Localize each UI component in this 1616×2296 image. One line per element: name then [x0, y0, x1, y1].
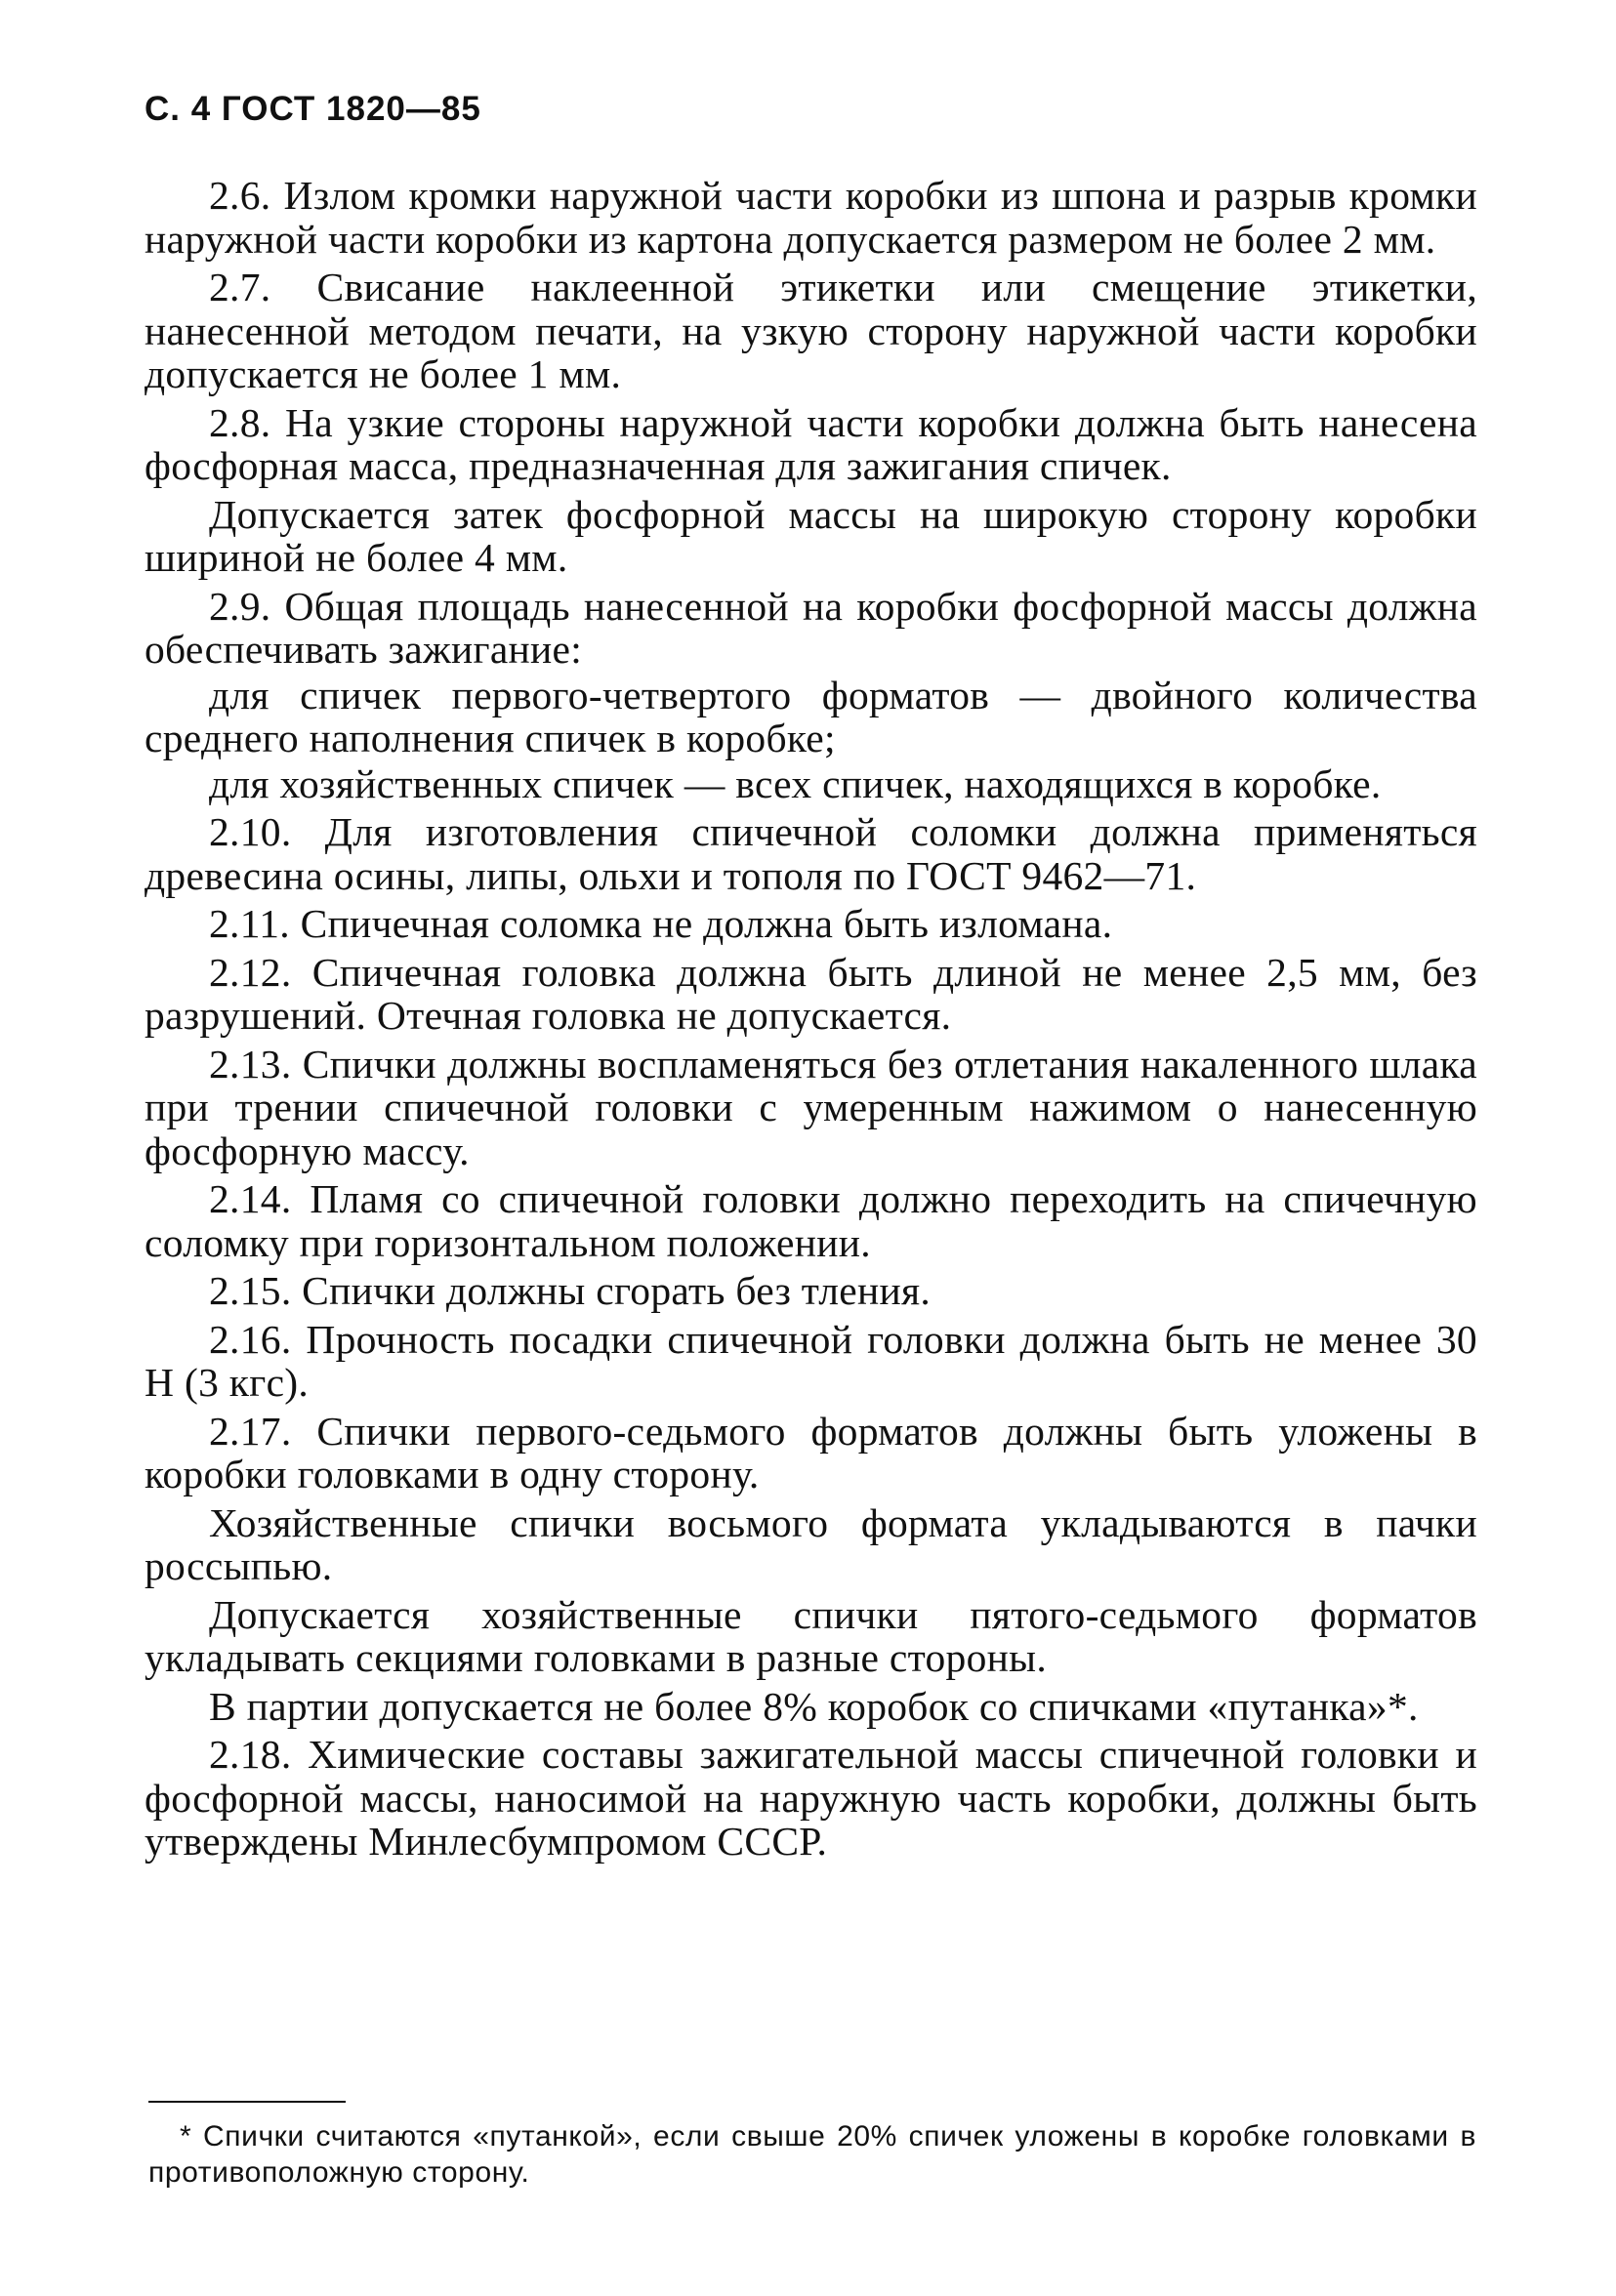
paragraph-2-18: 2.18. Химические составы зажигательной массы спичечной головки и фосфорной массы, наносимой на наружную часть коробки, должны быть утверждены Минлесбумпромом СССР.: [145, 1732, 1477, 1864]
paragraph-2-10: 2.10. Для изготовления спичечной соломки должна применяться древесина осины, липы, ольхи и тополя по ГОСТ 9462—71.: [145, 809, 1477, 898]
footnote: * Спички считаются «путанкой», если свыше 20% спичек уложены в коробке головками в противоположную сторону.: [148, 2120, 1476, 2189]
paragraph-2-8-note: Допускается затек фосфорной массы на широкую сторону коробки шириной не более 4 мм.: [145, 491, 1477, 580]
paragraph-2-11: 2.11. Спичечная соломка не должна быть изломана.: [209, 901, 1113, 946]
paragraph-2-17-note-2: Допускается хозяйственные спички пятого-седьмого форматов укладывать секциями головками в разные стороны.: [145, 1591, 1477, 1680]
paragraph-2-15: 2.15. Спички должны сгорать без тления.: [209, 1268, 932, 1313]
paragraph-2-16: 2.16. Прочность посадки спичечной головки должна быть не менее 30 Н (3 кгс).: [145, 1316, 1477, 1405]
paragraph-2-9: 2.9. Общая площадь нанесенной на коробки фосфорной массы должна обеспечивать зажигание:: [145, 583, 1477, 672]
paragraph-2-14: 2.14. Пламя со спичечной головки должно переходить на спичечную соломку при горизонтальном положении.: [145, 1176, 1477, 1265]
paragraph-2-6: 2.6. Излом кромки наружной части коробки из шпона и разрыв кромки наружной части коробки из картона допускается размером не более 2 мм.: [145, 173, 1477, 262]
paragraph-2-7: 2.7. Свисание наклеенной этикетки или смещение этикетки, нанесенной методом печати, на узкую сторону наружной части коробки допускается не более 1 мм.: [145, 265, 1477, 396]
paragraph-2-17: 2.17. Спички первого-седьмого форматов должны быть уложены в коробки головками в одну сторону.: [145, 1408, 1477, 1496]
paragraph-2-8: 2.8. На узкие стороны наружной части коробки должна быть нанесена фосфорная масса, предназначенная для зажигания спичек.: [145, 399, 1477, 488]
paragraph-2-9-item-1: для спичек первого-четвертого форматов — двойного количества среднего наполнения спичек в коробке;: [145, 672, 1477, 760]
paragraph-2-9-item-2: для хозяйственных спичек — всех спичек, находящихся в коробке.: [209, 760, 1382, 806]
paragraph-2-17-note-3: В партии допускается не более 8% коробок со спичками «путанка»*.: [209, 1683, 1419, 1729]
document-body: [145, 174, 1477, 1868]
footnote-divider: [148, 2101, 346, 2103]
paragraph-2-17-note-1: Хозяйственные спички восьмого формата укладываются в пачки россыпью.: [145, 1499, 1477, 1588]
paragraph-2-13: 2.13. Спички должны воспламеняться без отлетания накаленного шлака при трении спичечной головки с умеренным нажимом о нанесенную фосфорную массу.: [145, 1041, 1477, 1173]
paragraph-2-12: 2.12. Спичечная головка должна быть длиной не менее 2,5 мм, без разрушений. Отечная головка не допускается.: [145, 949, 1477, 1038]
page-header: С. 4 ГОСТ 1820—85: [145, 90, 481, 128]
